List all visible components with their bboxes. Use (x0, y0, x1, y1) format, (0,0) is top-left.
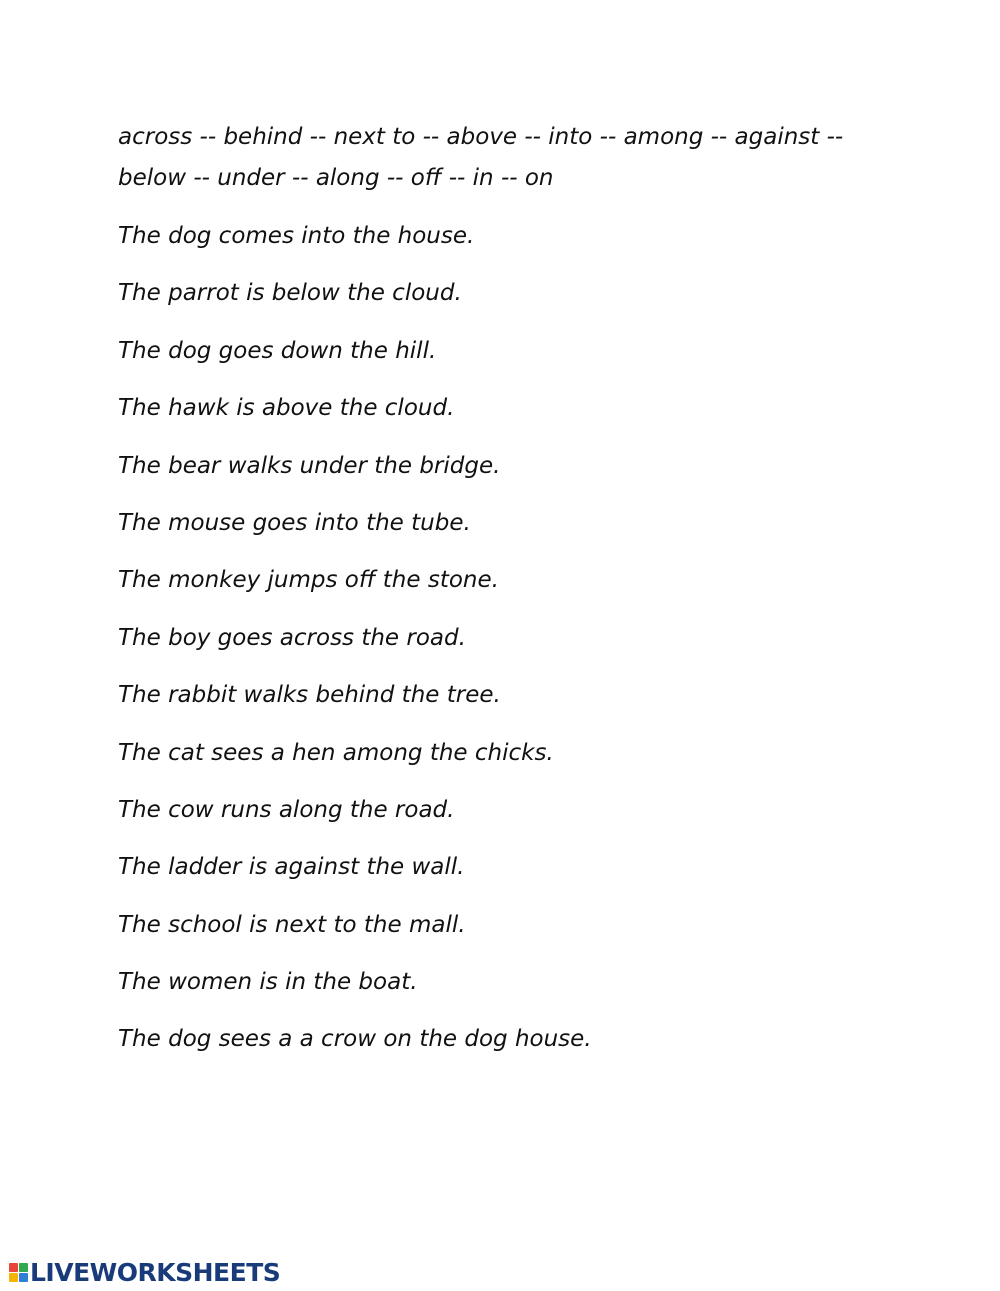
sentence-3: The dog goes down the hill. (118, 337, 437, 364)
logo-block-green (19, 1263, 28, 1272)
liveworksheets-logo[interactable] (9, 1257, 280, 1287)
sentence-9: The rabbit walks behind the tree. (118, 682, 501, 709)
logo-block-blue (19, 1273, 28, 1282)
logo-text: LIVEWORKSHEETS (30, 1257, 281, 1287)
sentence-15: The dog sees a a crow on the dog house. (118, 1026, 592, 1053)
logo-block-red (9, 1263, 18, 1272)
sentence-13: The school is next to the mall. (118, 911, 466, 938)
sentence-7: The monkey jumps off the stone. (118, 567, 499, 594)
sentence-10: The cat sees a hen among the chicks. (118, 739, 554, 766)
sentence-list (118, 216, 592, 1077)
sentence-1: The dog comes into the house. (118, 223, 475, 249)
logo-block-yellow (9, 1273, 18, 1282)
sentence-5: The bear walks under the bridge. (118, 452, 501, 479)
sentence-8: The boy goes across the road. (118, 624, 466, 651)
sentence-4: The hawk is above the cloud. (118, 395, 455, 422)
sentence-6: The mouse goes into the tube. (118, 509, 471, 536)
sentence-11: The cow runs along the road. (118, 796, 455, 823)
sentence-12: The ladder is against the wall. (118, 854, 465, 881)
sentence-14: The women is in the boat. (118, 969, 418, 996)
word-bank-line-1: across -- behind -- next to -- above -- into -- among -- against -- (118, 124, 844, 150)
word-bank-line-2: below -- under -- along -- off -- in -- on (118, 165, 554, 191)
word-bank (118, 117, 898, 199)
logo-blocks-icon (9, 1263, 28, 1282)
sentence-2: The parrot is below the cloud. (118, 280, 462, 307)
